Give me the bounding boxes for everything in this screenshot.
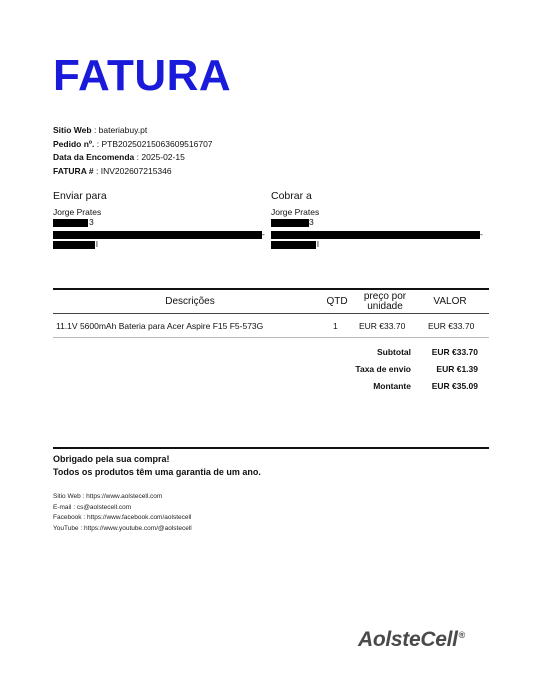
bill-to-name: Jorge Prates — [271, 207, 320, 217]
footer-rule — [53, 447, 489, 449]
order-value: PTB20250215063609516707 — [101, 138, 213, 149]
date-value: 2025-02-15 — [141, 152, 185, 163]
website-label: Sitio Web — [53, 125, 92, 135]
meta-invoice: FATURA # : INV202607215346 — [53, 165, 172, 176]
col-header-unit-price: preço por unidade — [363, 291, 407, 312]
ship-to-name: Jorge Prates — [53, 207, 102, 217]
invoice-value: INV202607215346 — [100, 165, 172, 176]
row-description: 11.1V 5600mAh Bateria para Acer Aspire F15 F5-573G — [56, 321, 264, 331]
registered-mark: ® — [458, 630, 465, 640]
redaction-bar — [271, 231, 480, 239]
row-unit-price: EUR €33.70 — [359, 321, 406, 331]
bill-to-line2-tail: 3 — [309, 217, 314, 227]
col-header-value: VALOR — [433, 296, 467, 307]
redaction-bar — [271, 241, 316, 249]
table-top-rule — [53, 288, 489, 290]
thank-you-note — [53, 453, 261, 479]
ship-to-line2-tail: 3 — [89, 217, 94, 227]
redaction-bar — [271, 219, 309, 227]
meta-website: Sitio Web : bateriabuy.pt — [53, 125, 148, 135]
meta-order: Pedido nº. : PTB20250215063609516707 — [53, 138, 213, 149]
invoice-title: FATURA — [53, 51, 232, 100]
link-email[interactable]: E-mail : cs@aolstecell.com — [53, 503, 132, 511]
ship-to-line4-tail: l — [96, 239, 98, 249]
order-label: Pedido nº. — [53, 138, 95, 149]
shipping-value: EUR €1.39 — [436, 364, 478, 374]
subtotal-value: EUR €33.70 — [431, 347, 478, 357]
invoice-meta — [53, 124, 213, 178]
total-label: Montante — [373, 381, 411, 391]
shipping-label: Taxa de envio — [355, 364, 411, 374]
redaction-bar — [53, 219, 88, 227]
redaction-bar — [53, 231, 262, 239]
bill-to-line3-tail: - — [480, 229, 483, 239]
redaction-bar — [53, 241, 95, 249]
brand-logo — [358, 628, 465, 652]
row-value: EUR €33.70 — [428, 321, 475, 331]
thanks-text: Obrigado pela sua compra! — [53, 454, 170, 464]
total-value: EUR €35.09 — [431, 381, 478, 391]
ship-to-heading: Enviar para — [53, 190, 107, 202]
col-header-description: Descrições — [165, 296, 215, 307]
contact-links — [53, 492, 192, 534]
meta-date: Data da Encomenda : 2025-02-15 — [53, 152, 185, 163]
bill-to-heading: Cobrar a — [271, 190, 312, 202]
table-row-rule — [53, 337, 489, 338]
table-header-rule — [53, 313, 489, 314]
invoice-label: FATURA # — [53, 165, 94, 176]
logo-text: AolsteCell — [357, 628, 458, 651]
link-youtube[interactable]: YouTube : https://www.youtube.com/@aolstecell — [53, 524, 192, 532]
link-website[interactable]: Sitio Web : https://www.aolstecell.com — [53, 493, 163, 500]
bill-to-line4-tail: l — [317, 239, 319, 249]
website-value: bateriabuy.pt — [98, 125, 148, 135]
row-qty: 1 — [333, 321, 338, 331]
col-header-qty: QTD — [326, 296, 348, 307]
ship-to-line3-tail: - — [262, 229, 265, 239]
date-label: Data da Encomenda — [53, 152, 135, 163]
subtotal-label: Subtotal — [377, 347, 411, 357]
link-facebook[interactable]: Facebook : https://www.facebook.com/aolstecell — [53, 514, 192, 521]
warranty-text: Todos os produtos têm uma garantia de um ano. — [53, 467, 261, 477]
